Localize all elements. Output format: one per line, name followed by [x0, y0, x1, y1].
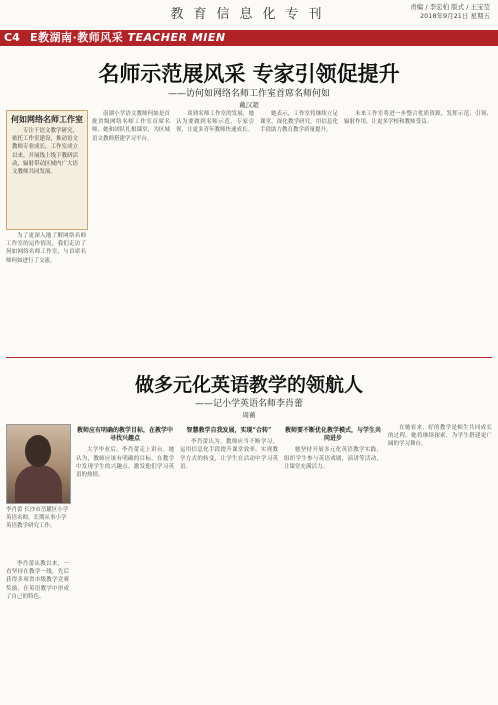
article2-col3 [180, 424, 278, 700]
article1-subheading: ——访何如网络名师工作室首席名师何如 [167, 89, 330, 99]
header-meta [410, 3, 490, 21]
article2-subheading: ——记小学英语名师李肖蕾 [194, 399, 303, 409]
photo-caption: 李肖蕾 长沙市岳麓区小学英语名师，长期从事小学英语教学研究工作。 [6, 507, 69, 530]
teacher-photo [6, 424, 71, 504]
studio-box-body: 专注于语文教学研究，依托工作室建设，推动语文教师专业成长，工作室成立以来，开展线上线下教研活动，辐射带动区域内广大语文教师共同发展。 [12, 128, 79, 176]
article1-intro-text: 为了更深入地了解网络名师工作室的运作情况，我们走访了何如网络名师工作室，与首席名师何如进行了交流。 [6, 233, 86, 264]
article2-col5 [388, 424, 492, 700]
issue-date: 2018年9月21日 星期五 [419, 12, 490, 20]
article1-byline: 戴汉超 [239, 101, 259, 109]
article2-col2 [76, 424, 174, 700]
article1-col3-text: 谈到名师工作室的发展，她认为要做到名师示范、专家引领，让更多青年教师快速成长。 [176, 111, 254, 134]
article1-col5-text: 未来工作室将进一步整合优质资源，发挥示范、引领、辐射作用，让更多学校和教师受益。 [344, 111, 492, 126]
editor-credit: 责编 / 李宏柏 版式 / 王宝莹 [410, 3, 490, 11]
article2-col1-text: 李肖蕾从教以来，一直坚持在教学一线，先后获得多项省市级教学竞赛奖励，在英语教学中形成了自己的特色。 [6, 561, 69, 600]
column-title-en: TEACHER MIEN [127, 31, 226, 44]
article2-headline: 做多元化英语教学的领航人 [134, 374, 363, 396]
page-header [0, 0, 498, 28]
article1-col2-text: 南湖小学语文教师何如是首批省级网络名师工作室首席名师。她和团队扎根课堂，为区域语文教师搭建学习平台。 [92, 111, 170, 142]
banner-title: 教育信息化专刊 [170, 7, 332, 22]
article1-headline: 名师示范展风采 专家引领促提升 [98, 62, 400, 86]
article2-col3-text: 李肖蕾认为，教师应当不断学习，运用信息化手段提升课堂效率，实现教学方式的转变，让学生在活动中学习英语。 [180, 439, 278, 470]
column-title-cn: E教湖南·教师风采 [30, 31, 124, 44]
article2-byline: 周薇 [242, 411, 256, 419]
article2-col4-text: 她坚持开展多元化英语教学实践，组织学生参与英语戏剧、演讲等活动，让课堂充满活力。 [284, 447, 382, 470]
studio-info-box [6, 110, 88, 230]
article1-col2 [92, 110, 170, 350]
article1-intro [6, 232, 86, 350]
article2-col4 [284, 424, 382, 700]
article2-col5-text: 在她看来，好的教学是师生共同成长的过程。她将继续探索，为学生搭建更广阔的学习舞台。 [388, 425, 492, 448]
studio-box-title: 何如网络名师工作室 [11, 115, 83, 124]
article-divider [6, 357, 492, 358]
photo-figure-head [25, 435, 51, 467]
article2-section2-heading: 智慧教学自我发展，实现“合转” [186, 427, 272, 434]
article2-section1-heading: 教师应有明确的教学目标，在教学中寻找兴趣点 [76, 427, 173, 443]
article1-col5 [344, 110, 492, 350]
column-bar [0, 30, 498, 46]
page-number: C4 [4, 31, 20, 44]
article1-col4 [260, 110, 338, 350]
article2-col2-text: 大学毕业后，李肖蕾走上讲台。她认为，教师应该有明确的目标，在教学中发现学生的兴趣点，激发他们学习英语的热情。 [76, 447, 174, 479]
article1-col3 [176, 110, 254, 350]
photo-figure-body [15, 465, 62, 503]
column-title [30, 30, 226, 46]
article1-col4-text: 她表示，工作室将继续立足课堂，深化教学研究，用信息化手段助力教育教学质量提升。 [260, 111, 338, 134]
article2-section3-heading: 教师要不断优化教学模式，与学生共同进步 [284, 427, 381, 443]
article2-col1 [6, 560, 69, 700]
